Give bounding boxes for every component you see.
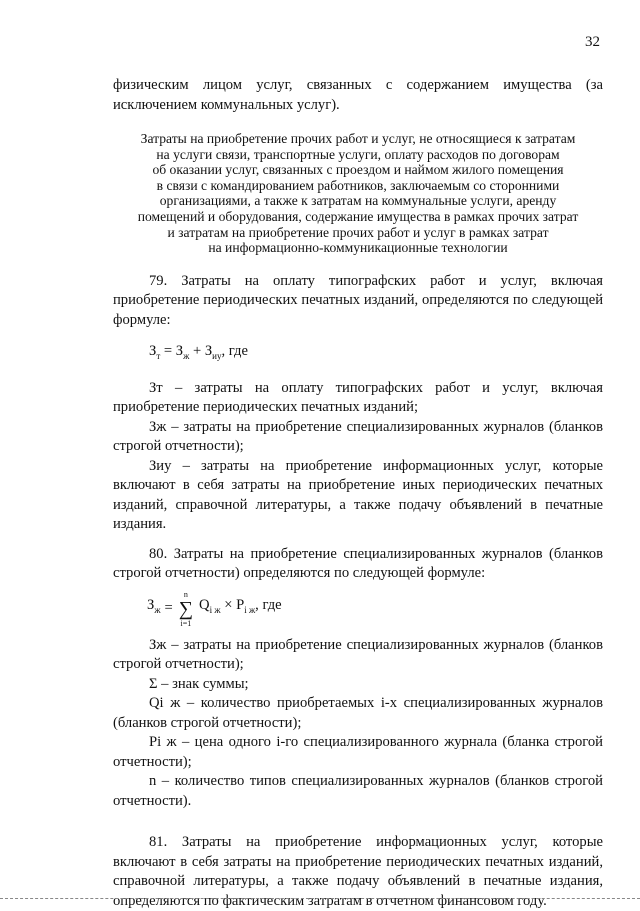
heading-line: организациями, а также к затратам на коммунальные услуги, аренду: [159, 193, 557, 209]
paragraph-80: 80. Затраты на приобретение специализированных журналов (бланков строгой отчетности) определяются по следующей формуле:: [113, 545, 603, 582]
formula2-times: × P: [224, 597, 245, 614]
formula2-q-sub: i ж: [209, 605, 221, 616]
heading-line: на информационно-коммуникационные технологии: [208, 240, 508, 256]
page-number: 32: [585, 34, 600, 50]
formula-lhs-sub: т: [156, 351, 161, 362]
definition-zt: Зт – затраты на оплату типографских работ и услуг, включая приобретение периодических печатных изданий;: [113, 379, 603, 416]
definition-zzh: Зж – затраты на приобретение специализированных журналов (бланков строгой отчетности);: [113, 418, 603, 455]
definition2-p: Pi ж – цена одного i-го специализированного журнала (бланка строгой отчетности);: [113, 734, 603, 770]
heading-line: об оказании услуг, связанных с проездом и наймом жилого помещения: [152, 162, 564, 178]
formula-typography: [149, 342, 603, 366]
formula-term1-sub: ж: [183, 351, 190, 362]
paragraph-79: 79. Затраты на оплату типографских работ и услуг, включая приобретение периодических печатных изданий, определяются по следующей формуле:: [113, 272, 603, 328]
sigma-symbol: ∑: [178, 597, 194, 620]
formula-eq: = З: [160, 343, 184, 360]
document-body: [113, 76, 603, 911]
intro-paragraph: физическим лицом услуг, связанных с содержанием имущества (за исключением коммунальных услуг).: [113, 77, 603, 113]
heading-line: на услуги связи, транспортные услуги, оплату расходов по договорам: [156, 146, 560, 162]
heading-line: Затраты на приобретение прочих работ и услуг, не относящиеся к затратам: [140, 131, 576, 146]
formula-journals: [147, 590, 603, 628]
formula2-p-sub: i ж: [244, 605, 256, 616]
section-heading: [113, 131, 603, 256]
sigma-lower-limit: i=1: [180, 618, 192, 628]
definition2-n: n – количество типов специализированных журналов (бланков строгой отчетности).: [113, 773, 603, 809]
definition2-zzh: Зж – затраты на приобретение специализированных журналов (бланков строгой отчетности);: [113, 636, 603, 673]
paragraph-81: 81. Затраты на приобретение информационных услуг, которые включают в себя затраты на приобретение периодических печатных изданий, справочной литературы, а также подачу объявлений в печатные издания, определяются по фактическим затратам в отчетном финансовом году.: [113, 834, 603, 909]
heading-line: и затратам на приобретение прочих работ и услуг в рамках затрат: [167, 224, 549, 240]
formula-term2-sub: иу: [212, 351, 222, 362]
heading-line: в связи с командированием работников, заключаемым со сторонними: [156, 177, 560, 193]
formula-tail: , где: [221, 343, 248, 360]
sigma-upper-limit: n: [183, 589, 188, 599]
definition2-q: Qi ж – количество приобретаемых i-х специализированных журналов (бланков строгой отчетности);: [113, 695, 603, 731]
formula2-lhs: З: [147, 597, 155, 614]
formula-plus: + З: [189, 343, 213, 360]
sigma-operator: [179, 590, 193, 628]
formula2-eq: =: [164, 599, 173, 616]
formula-lhs: З: [149, 343, 157, 360]
definition2-sigma: Σ – знак суммы;: [149, 675, 249, 692]
page-bottom-divider: [0, 898, 640, 900]
heading-line: помещений и оборудования, содержание имущества в рамках прочих затрат: [137, 208, 579, 224]
definition-ziu: Зиу – затраты на приобретение информационных услуг, которые включают в себя затраты на приобретение иных периодических печатных изданий, справочной литературы, а также подачу объявлений в печатные издания.: [113, 457, 603, 533]
formula2-tail: , где: [255, 597, 282, 614]
formula2-lhs-sub: ж: [154, 605, 161, 616]
formula2-q: Q: [199, 597, 210, 614]
